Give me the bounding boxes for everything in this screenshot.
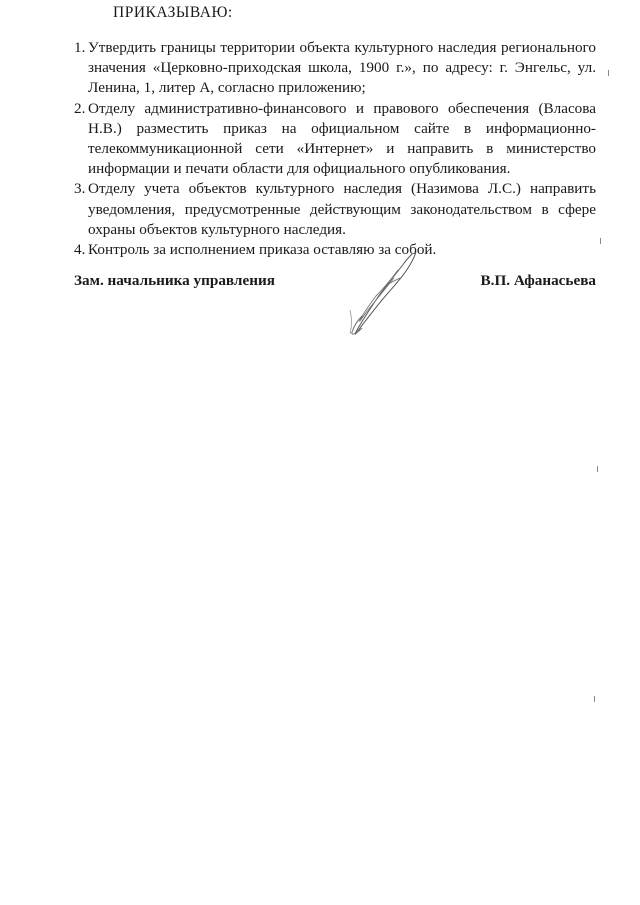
- handwritten-signature-icon: [342, 248, 424, 340]
- signatory-name: В.П. Афанасьева: [480, 272, 596, 289]
- order-items-list: [74, 38, 596, 260]
- list-item: [74, 179, 596, 240]
- scan-mark: [608, 70, 609, 76]
- item-number: 3.: [74, 180, 86, 198]
- signatory-position: Зам. начальника управления: [74, 272, 275, 289]
- item-number: 1.: [74, 39, 86, 56]
- item-text: Отделу учета объектов культурного наследия (Назимова Л.С.) направить уведомления, предусмотренные действующим законодательством в сфере охраны объектов культурного наследия.: [88, 180, 596, 238]
- scan-mark: [600, 238, 601, 244]
- item-text: Контроль за исполнением приказа оставляю за собой.: [88, 241, 437, 259]
- list-item: [74, 38, 596, 99]
- list-item: [74, 240, 596, 260]
- item-number: 2.: [74, 99, 86, 117]
- scan-mark: [597, 466, 598, 472]
- list-item: [74, 99, 596, 180]
- order-heading: ПРИКАЗЫВАЮ:: [113, 4, 233, 21]
- item-number: 4.: [74, 241, 86, 259]
- item-text: Утвердить границы территории объекта культурного наследия регионального значения «Церковно-приходская школа, 1900 г.», по адресу: г. Энгельс, ул. Ленина, 1, литер А, согласно приложению;: [88, 39, 596, 97]
- item-text: Отделу административно-финансового и правового обеспечения (Власова Н.В.) разместить приказ на официальном сайте в информационно-телекоммуникационной сети «Интернет» и направить в министерство информации и печати области для официального опубликования.: [88, 99, 596, 178]
- scan-mark: [594, 696, 595, 702]
